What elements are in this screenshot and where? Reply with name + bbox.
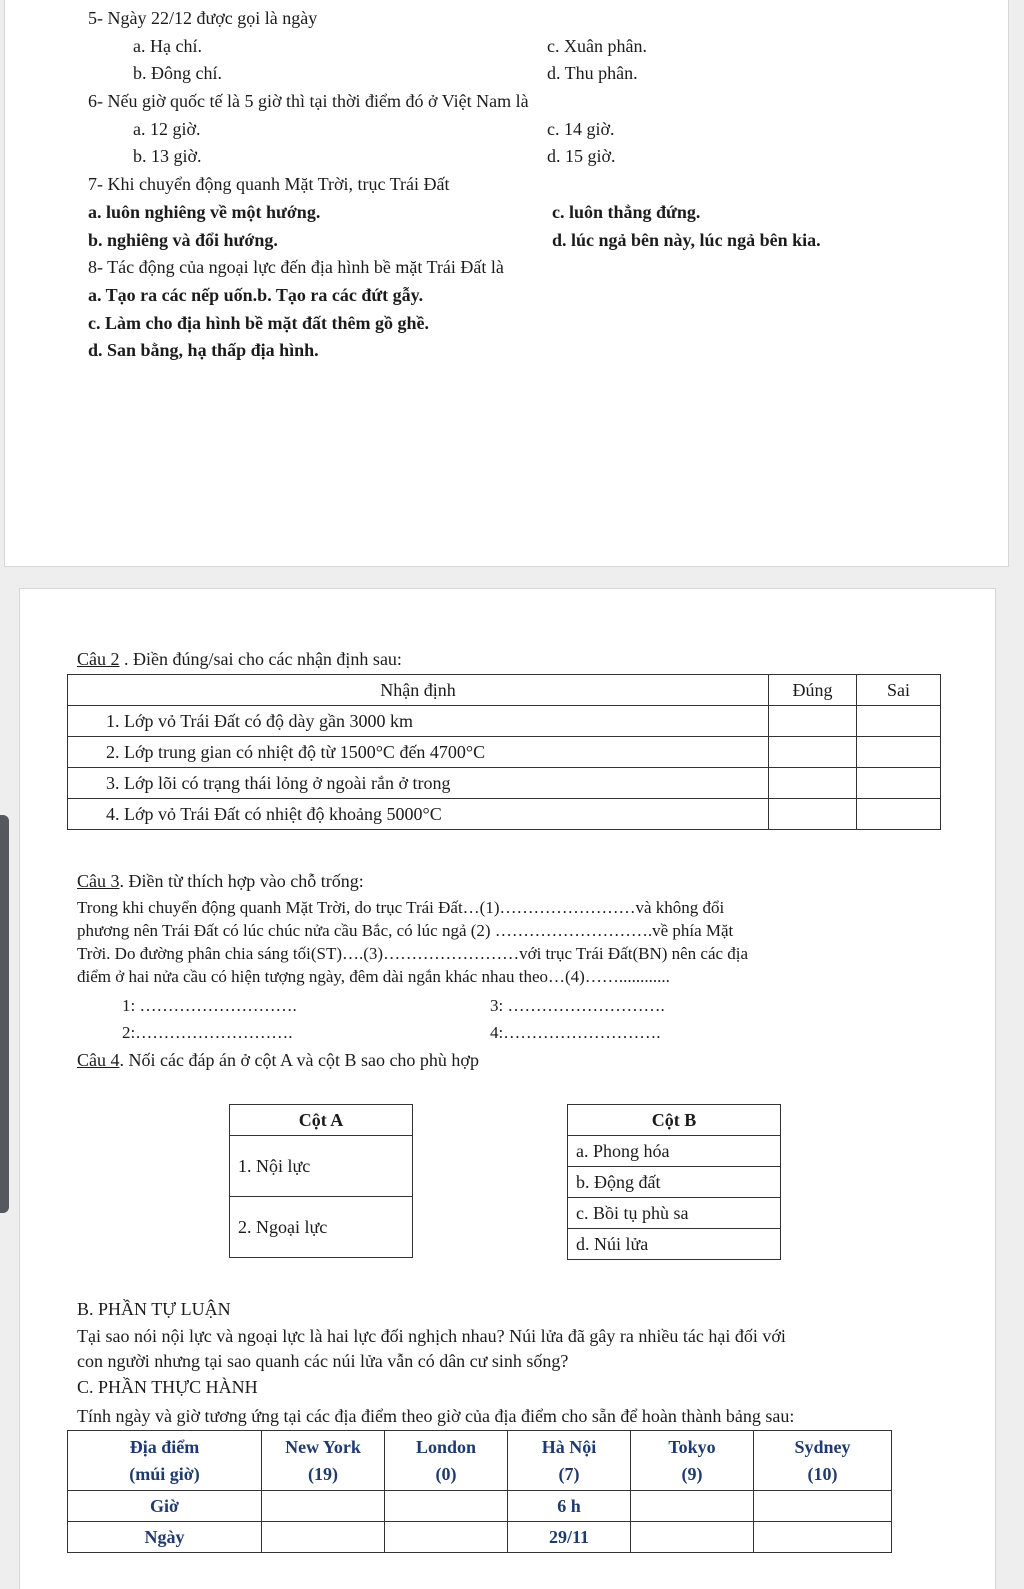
q6-title: 6- Nếu giờ quốc tế là 5 giờ thì tại thời điểm đó ở Việt Nam là bbox=[88, 91, 529, 111]
answer-true-cell[interactable] bbox=[769, 799, 857, 830]
part-b-heading: B. PHẦN TỰ LUẬN bbox=[77, 1299, 231, 1319]
table-row bbox=[68, 1491, 892, 1522]
time-zone-table bbox=[67, 1430, 892, 1553]
q5-option-a: a. Hạ chí. bbox=[133, 36, 202, 56]
table-row bbox=[68, 768, 941, 799]
cau3-title: . Điền từ thích hợp vào chỗ trống: bbox=[119, 871, 364, 891]
column-b-table bbox=[567, 1104, 781, 1260]
gio-london-cell[interactable] bbox=[385, 1491, 508, 1522]
q5-option-b: b. Đông chí. bbox=[133, 63, 222, 83]
part-b-question-line-2: con người nhưng tại sao quanh các núi lửa vẫn có dân cư sinh sống? bbox=[77, 1351, 569, 1371]
table-header-row bbox=[68, 675, 941, 706]
statement-1: 1. Lớp vỏ Trái Đất có độ dày gần 3000 km bbox=[68, 706, 769, 737]
header-sydney: Sydney (10) bbox=[754, 1431, 892, 1491]
ngay-new-york-cell[interactable] bbox=[262, 1522, 385, 1553]
q7-option-d: d. lúc ngả bên này, lúc ngả bên kia. bbox=[552, 230, 821, 250]
answer-false-cell[interactable] bbox=[857, 799, 941, 830]
answer-false-cell[interactable] bbox=[857, 737, 941, 768]
row-label-ngay: Ngày bbox=[68, 1522, 262, 1553]
statement-2: 2. Lớp trung gian có nhiệt độ từ 1500°C đến 4700°C bbox=[68, 737, 769, 768]
header-ha-noi: Hà Nội (7) bbox=[508, 1431, 631, 1491]
gio-new-york-cell[interactable] bbox=[262, 1491, 385, 1522]
cau2-heading bbox=[77, 648, 402, 670]
part-b-question-line-1: Tại sao nói nội lực và ngoại lực là hai lực đối nghịch nhau? Núi lửa đã gây ra nhiều tác hại đối với bbox=[77, 1326, 786, 1346]
header-statement: Nhận định bbox=[68, 675, 769, 706]
ngay-ha-noi-cell: 29/11 bbox=[508, 1522, 631, 1553]
column-b-item-a[interactable]: a. Phong hóa bbox=[568, 1136, 781, 1167]
cau3-heading bbox=[77, 870, 364, 892]
column-b-item-c[interactable]: c. Bồi tụ phù sa bbox=[568, 1198, 781, 1229]
cau4-heading bbox=[77, 1049, 479, 1071]
blank-2[interactable]: 2:………………………. bbox=[122, 1023, 293, 1042]
q8-title: 8- Tác động của ngoại lực đến địa hình bề mặt Trái Đất là bbox=[88, 257, 504, 277]
q7-option-a: a. luôn nghiêng về một hướng. bbox=[88, 202, 321, 222]
statement-3: 3. Lớp lõi có trạng thái lỏng ở ngoài rắn ở trong bbox=[68, 768, 769, 799]
row-label-gio: Giờ bbox=[68, 1491, 262, 1522]
part-c-heading: C. PHẦN THỰC HÀNH bbox=[77, 1377, 258, 1397]
gio-ha-noi-cell: 6 h bbox=[508, 1491, 631, 1522]
q6-option-a: a. 12 giờ. bbox=[133, 119, 201, 139]
answer-true-cell[interactable] bbox=[769, 768, 857, 799]
header-tokyo: Tokyo (9) bbox=[631, 1431, 754, 1491]
q7-title: 7- Khi chuyển động quanh Mặt Trời, trục Trái Đất bbox=[88, 174, 450, 194]
ngay-tokyo-cell[interactable] bbox=[631, 1522, 754, 1553]
cau3-paragraph-line-1: Trong khi chuyển động quanh Mặt Trời, do trục Trái Đất…(1)……………………và không đổi bbox=[77, 898, 725, 917]
header-location: Địa điểm (múi giờ) bbox=[68, 1431, 262, 1491]
part-c-instruction: Tính ngày và giờ tương ứng tại các địa điểm theo giờ của địa điểm cho sẵn để hoàn thành bảng sau: bbox=[77, 1406, 795, 1426]
q5-title: 5- Ngày 22/12 được gọi là ngày bbox=[88, 8, 318, 28]
q6-option-c: c. 14 giờ. bbox=[547, 119, 615, 139]
cau3-label: Câu 3 bbox=[77, 871, 120, 891]
column-a-header: Cột A bbox=[230, 1105, 413, 1136]
q7-option-b: b. nghiêng và đổi hướng. bbox=[88, 230, 278, 250]
q8-option-ab: a. Tạo ra các nếp uốn.b. Tạo ra các đứt gẫy. bbox=[88, 285, 424, 305]
column-b-item-b[interactable]: b. Động đất bbox=[568, 1167, 781, 1198]
table-row bbox=[68, 1522, 892, 1553]
column-b-header: Cột B bbox=[568, 1105, 781, 1136]
q6-option-d: d. 15 giờ. bbox=[547, 146, 616, 166]
gio-sydney-cell[interactable] bbox=[754, 1491, 892, 1522]
column-a-item-1[interactable]: 1. Nội lực bbox=[230, 1136, 413, 1197]
cau3-paragraph-line-3: Trời. Do đường phân chia sáng tối(ST)….(3)……………………với trục Trái Đất(BN) nên các địa bbox=[77, 944, 749, 963]
statement-4: 4. Lớp vỏ Trái Đất có nhiệt độ khoảng 5000°C bbox=[68, 799, 769, 830]
true-false-table bbox=[67, 674, 941, 830]
cau3-paragraph-line-4: điểm ở hai nửa cầu có hiện tượng ngày, đêm dài ngắn khác nhau theo…(4)……............ bbox=[77, 967, 670, 986]
q6-option-b: b. 13 giờ. bbox=[133, 146, 202, 166]
answer-true-cell[interactable] bbox=[769, 737, 857, 768]
table-row bbox=[68, 706, 941, 737]
column-b-item-d[interactable]: d. Núi lửa bbox=[568, 1229, 781, 1260]
answer-false-cell[interactable] bbox=[857, 706, 941, 737]
cau4-title: . Nối các đáp án ở cột A và cột B sao cho phù hợp bbox=[119, 1050, 479, 1070]
table-header-row bbox=[68, 1431, 892, 1491]
cau2-label: Câu 2 bbox=[77, 649, 120, 669]
cau4-label: Câu 4 bbox=[77, 1050, 120, 1070]
blank-3[interactable]: 3: ………………………. bbox=[490, 996, 665, 1015]
gio-tokyo-cell[interactable] bbox=[631, 1491, 754, 1522]
blank-4[interactable]: 4:………………………. bbox=[490, 1023, 661, 1042]
scrollbar-handle[interactable] bbox=[0, 815, 9, 1213]
header-london: London (0) bbox=[385, 1431, 508, 1491]
ngay-sydney-cell[interactable] bbox=[754, 1522, 892, 1553]
q5-option-c: c. Xuân phân. bbox=[547, 36, 647, 56]
answer-true-cell[interactable] bbox=[769, 706, 857, 737]
cau3-paragraph-line-2: phương nên Trái Đất có lúc chúc nửa cầu Bắc, có lúc ngả (2) ……………………….về phía Mặt bbox=[77, 921, 734, 940]
header-new-york: New York (19) bbox=[262, 1431, 385, 1491]
header-true: Đúng bbox=[769, 675, 857, 706]
column-a-table bbox=[229, 1104, 413, 1258]
header-false: Sai bbox=[857, 675, 941, 706]
table-row bbox=[68, 737, 941, 768]
blank-1[interactable]: 1: ………………………. bbox=[122, 996, 297, 1015]
q8-option-c: c. Làm cho địa hình bề mặt đất thêm gồ ghề. bbox=[88, 313, 430, 333]
ngay-london-cell[interactable] bbox=[385, 1522, 508, 1553]
cau2-title: . Điền đúng/sai cho các nhận định sau: bbox=[119, 649, 402, 669]
q8-option-d: d. San bằng, hạ thấp địa hình. bbox=[88, 340, 319, 360]
answer-false-cell[interactable] bbox=[857, 768, 941, 799]
column-a-item-2[interactable]: 2. Ngoại lực bbox=[230, 1197, 413, 1258]
table-row bbox=[68, 799, 941, 830]
q7-option-c: c. luôn thẳng đứng. bbox=[552, 202, 701, 222]
q5-option-d: d. Thu phân. bbox=[547, 63, 638, 83]
